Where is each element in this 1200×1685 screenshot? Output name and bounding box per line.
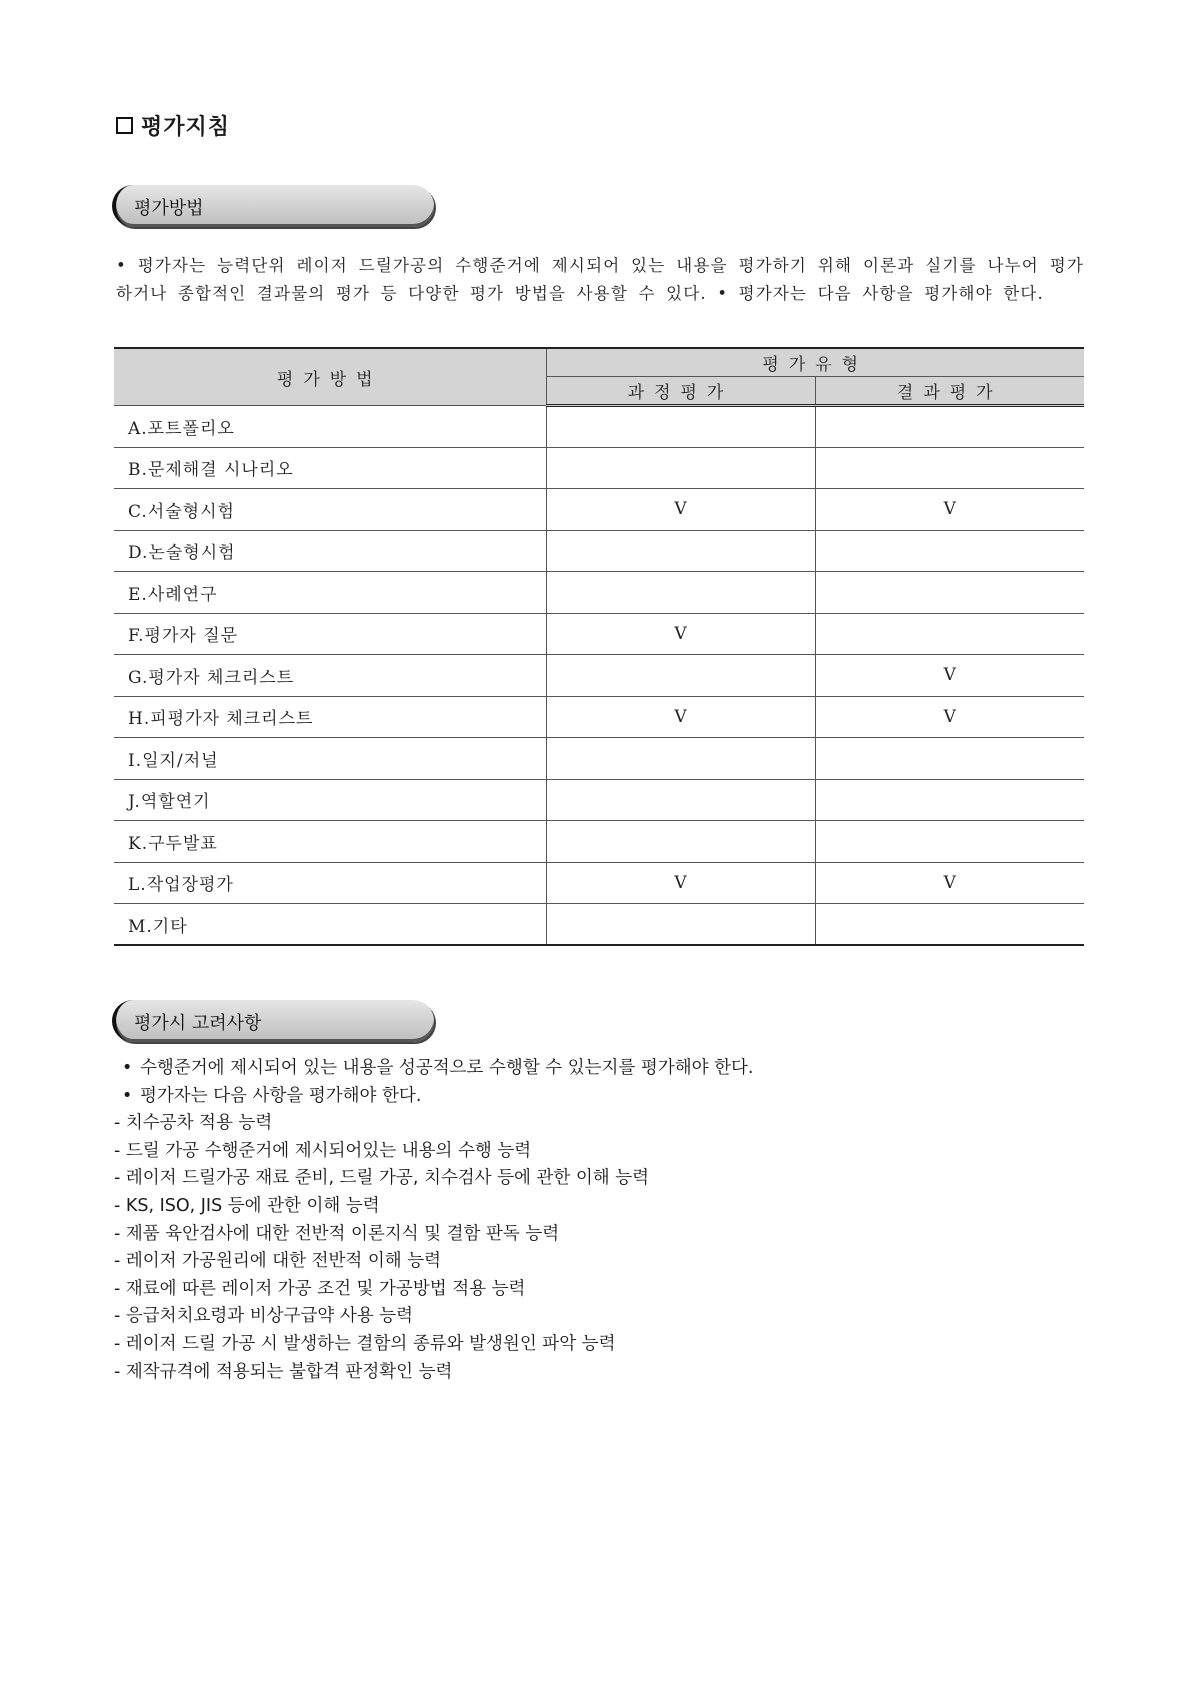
list-item: - 응급처치요령과 비상구급약 사용 능력 [114, 1306, 414, 1327]
list-item: - 드릴 가공 수행준거에 제시되어있는 내용의 수행 능력 [114, 1140, 532, 1161]
table-row [114, 406, 1084, 448]
list-item: • 평가자는 다음 사항을 평가해야 한다. [114, 1083, 1094, 1111]
table-row [114, 655, 1084, 697]
process-eval-cell [546, 447, 815, 489]
result-eval-cell [815, 572, 1084, 614]
method-cell: L.작업장평가 [114, 862, 546, 904]
process-eval-cell: V [546, 862, 815, 904]
table-body [114, 406, 1084, 946]
table-row [114, 779, 1084, 821]
result-eval-cell [815, 530, 1084, 572]
list-item: - 재료에 따른 레이저 가공 조건 및 가공방법 적용 능력 [114, 1278, 526, 1299]
process-eval-cell [546, 738, 815, 780]
table-row [114, 447, 1084, 489]
process-eval-cell: V [546, 613, 815, 655]
method-cell: A.포트폴리오 [114, 406, 546, 448]
header-process: 과정평가 [546, 377, 815, 406]
bullet-icon: • [122, 1058, 133, 1078]
result-eval-cell [815, 738, 1084, 780]
method-cell: H.피평가자 체크리스트 [114, 696, 546, 738]
result-eval-cell: V [815, 696, 1084, 738]
method-cell: K.구두발표 [114, 821, 546, 863]
process-eval-cell [546, 406, 815, 448]
result-eval-cell [815, 613, 1084, 655]
table-row [114, 489, 1084, 531]
result-eval-cell [815, 406, 1084, 448]
method-cell: F.평가자 질문 [114, 613, 546, 655]
result-eval-cell: V [815, 862, 1084, 904]
method-cell: B.문제해결 시나리오 [114, 447, 546, 489]
process-eval-cell [546, 821, 815, 863]
list-item: - 레이저 드릴가공 재료 준비, 드릴 가공, 치수검사 등에 관한 이해 능력 [114, 1168, 650, 1189]
header-type: 평가유형 [546, 348, 1084, 377]
list-item: - 제작규격에 적용되는 불합격 판정확인 능력 [114, 1361, 453, 1382]
section-tab-label: 평가시 고려사항 [134, 1013, 262, 1034]
header-method: 평가방법 [114, 348, 546, 406]
process-eval-cell [546, 572, 815, 614]
checkbox-square-icon [116, 117, 133, 134]
page-title [116, 110, 230, 141]
list-item: - 레이저 드릴 가공 시 발생하는 결함의 종류와 발생원인 파악 능력 [114, 1333, 616, 1354]
method-cell: G.평가자 체크리스트 [114, 655, 546, 697]
method-cell: E.사례연구 [114, 572, 546, 614]
result-eval-cell [815, 779, 1084, 821]
result-eval-cell [815, 447, 1084, 489]
list-item: - 제품 육안검사에 대한 전반적 이론지식 및 결함 판독 능력 [114, 1223, 560, 1244]
table-row [114, 904, 1084, 946]
process-eval-cell [546, 904, 815, 946]
section-tab-considerations [112, 1000, 434, 1042]
process-eval-cell [546, 779, 815, 821]
process-eval-cell: V [546, 489, 815, 531]
list-item: - KS, ISO, JIS 등에 관한 이해 능력 [114, 1195, 380, 1216]
header-result: 결과평가 [815, 377, 1084, 406]
bullet-icon: • [122, 1085, 133, 1106]
table-row [114, 696, 1084, 738]
method-cell: M.기타 [114, 904, 546, 946]
table-row [114, 530, 1084, 572]
list-item: • 수행준거에 제시되어 있는 내용을 성공적으로 수행할 수 있는지를 평가해야 한다. [114, 1055, 1094, 1083]
table-row [114, 738, 1084, 780]
result-eval-cell [815, 904, 1084, 946]
list-item: - 레이저 가공원리에 대한 전반적 이해 능력 [114, 1251, 442, 1272]
list-item: - 치수공차 적용 능력 [114, 1113, 273, 1134]
section-tab-evaluation-method [112, 185, 434, 227]
table-row [114, 572, 1084, 614]
evaluation-method-table [114, 347, 1084, 946]
method-cell: C.서술형시험 [114, 489, 546, 531]
section-tab-label: 평가방법 [134, 198, 204, 219]
method-cell: D.논술형시험 [114, 530, 546, 572]
method-cell: I.일지/저널 [114, 738, 546, 780]
result-eval-cell: V [815, 489, 1084, 531]
considerations-list [114, 1055, 1094, 1386]
table-row [114, 821, 1084, 863]
process-eval-cell [546, 530, 815, 572]
result-eval-cell [815, 821, 1084, 863]
intro-paragraph: • 평가자는 능력단위 레이저 드릴가공의 수행준거에 제시되어 있는 내용을 평가하기 위해 이론과 실기를 나누어 평가하거나 종합적인 결과물의 평가 등 다양한 평가 방법을 사용할 수 있다. • 평가자는 다음 사항을 평가해야 한다. [116, 256, 1084, 303]
page-title-text: 평가지침 [141, 115, 231, 140]
table-row [114, 613, 1084, 655]
process-eval-cell: V [546, 696, 815, 738]
table-row [114, 862, 1084, 904]
process-eval-cell [546, 655, 815, 697]
result-eval-cell: V [815, 655, 1084, 697]
method-cell: J.역할연기 [114, 779, 546, 821]
